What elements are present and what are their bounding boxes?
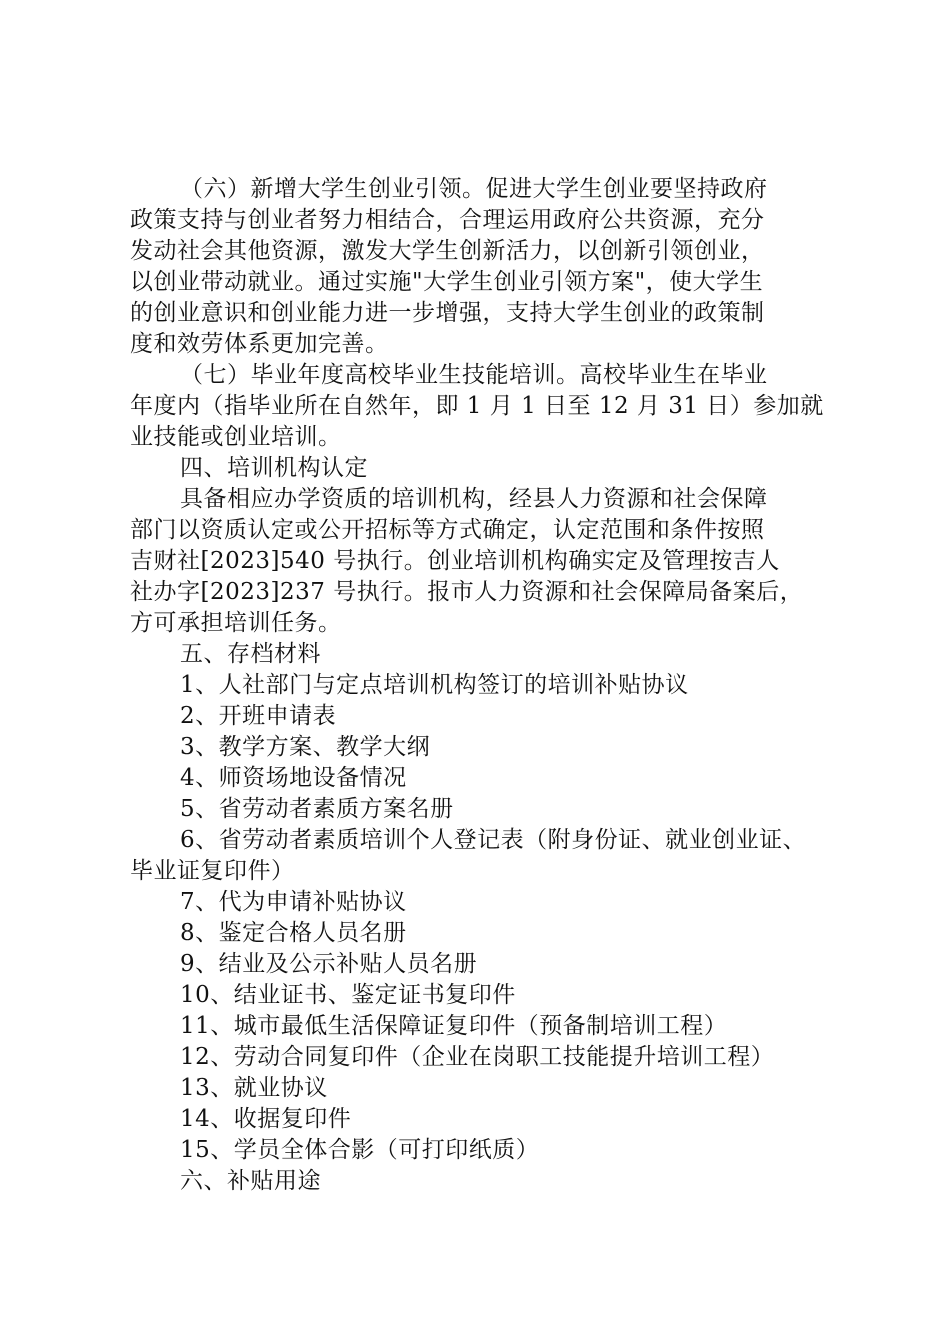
list-item-3: 3、教学方案、教学大纲: [180, 734, 431, 760]
section-4-line-5: 方可承担培训任务。: [130, 610, 342, 636]
paragraph-6-line-6: 度和效劳体系更加完善。: [130, 331, 389, 357]
paragraph-6-line-1: （六）新增大学生创业引领。促进大学生创业要坚持政府: [180, 176, 768, 202]
list-item-4: 4、师资场地设备情况: [180, 765, 407, 791]
list-item-13: 13、就业协议: [180, 1075, 328, 1101]
paragraph-7-line-3: 业技能或创业培训。: [130, 424, 342, 450]
section-4-line-1: 具备相应办学资质的培训机构，经县人力资源和社会保障: [180, 486, 768, 512]
section-4-line-3: 吉财社[2023]540 号执行。创业培训机构确实定及管理按吉人: [130, 548, 780, 574]
section-5-heading: 五、存档材料: [180, 641, 321, 667]
paragraph-6-line-3: 发动社会其他资源，激发大学生创新活力，以创新引领创业，: [130, 238, 765, 264]
paragraph-6-line-4: 以创业带动就业。通过实施"大学生创业引领方案"，使大学生: [130, 269, 764, 295]
paragraph-6-line-2: 政策支持与创业者努力相结合，合理运用政府公共资源，充分: [130, 207, 765, 233]
list-item-9: 9、结业及公示补贴人员名册: [180, 951, 478, 977]
list-item-14: 14、收据复印件: [180, 1106, 352, 1132]
paragraph-7-line-2: 年度内（指毕业所在自然年，即 1 月 1 日至 12 月 31 日）参加就: [130, 393, 824, 419]
list-item-6: 6、省劳动者素质培训个人登记表（附身份证、就业创业证、: [180, 827, 807, 853]
list-item-8: 8、鉴定合格人员名册: [180, 920, 407, 946]
list-item-5: 5、省劳动者素质方案名册: [180, 796, 454, 822]
section-4-heading: 四、培训机构认定: [180, 455, 368, 481]
list-item-10: 10、结业证书、鉴定证书复印件: [180, 982, 516, 1008]
section-4-line-2: 部门以资质认定或公开招标等方式确定，认定范围和条件按照: [130, 517, 765, 543]
list-item-6-continued: 毕业证复印件）: [130, 858, 295, 884]
list-item-2: 2、开班申请表: [180, 703, 337, 729]
list-item-1: 1、人社部门与定点培训机构签订的培训补贴协议: [180, 672, 689, 698]
list-item-15: 15、学员全体合影（可打印纸质）: [180, 1137, 540, 1163]
section-6-heading: 六、补贴用途: [180, 1168, 321, 1194]
paragraph-7-line-1: （七）毕业年度高校毕业生技能培训。高校毕业生在毕业: [180, 362, 768, 388]
list-item-11: 11、城市最低生活保障证复印件（预备制培训工程）: [180, 1013, 728, 1039]
paragraph-6-line-5: 的创业意识和创业能力进一步增强，支持大学生创业的政策制: [130, 300, 765, 326]
list-item-7: 7、代为申请补贴协议: [180, 889, 407, 915]
section-4-line-4: 社办字[2023]237 号执行。报市人力资源和社会保障局备案后，: [130, 579, 804, 605]
list-item-12: 12、劳动合同复印件（企业在岗职工技能提升培训工程）: [180, 1044, 775, 1070]
